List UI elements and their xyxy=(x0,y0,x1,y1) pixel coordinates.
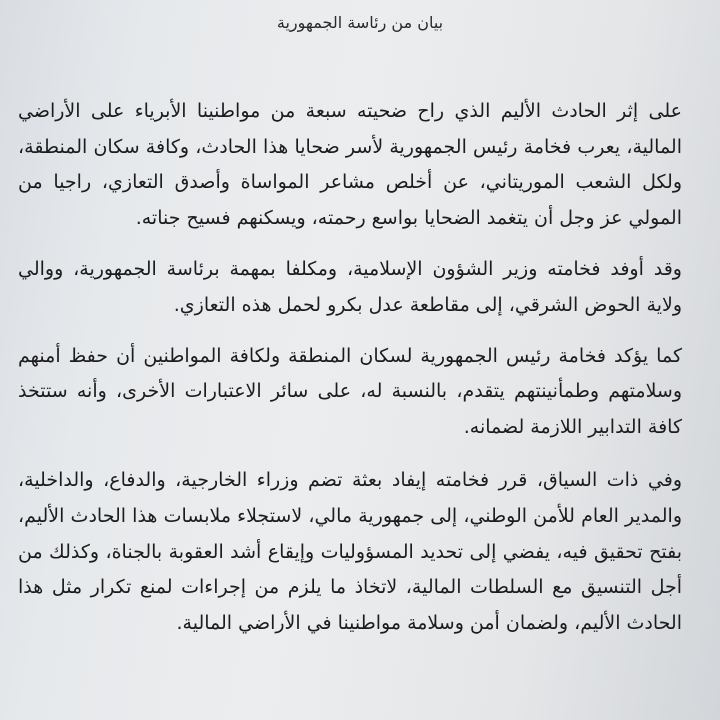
document-body xyxy=(18,94,682,657)
paragraph-security-assurance: كما يؤكد فخامة رئيس الجمهورية لسكان المنطقة ولكافة المواطنين أن حفظ أمنهم وسلامتهم وطمأنينتهم يتقدم، بالنسبة له، على سائر الاعتبارات الأخرى، وأنه ستتخذ كافة التدابير اللازمة لضمانه. xyxy=(18,344,682,438)
paragraph-condolences: على إثر الحادث الأليم الذي راح ضحيته سبعة من مواطنينا الأبرياء على الأراضي المالية، يعرب فخامة رئيس الجمهورية لأسر ضحايا هذا الحادث، وكافة سكان المنطقة، ولكل الشعب الموريتاني، عن أخلص مشاعر المواساة وأصدق التعازي، راجيا من المولي عز وجل أن يتغمد الضحايا بواسع رحمته، ويسكنهم فسيح جناته. xyxy=(18,100,682,229)
document-title: بيان من رئاسة الجمهورية xyxy=(276,13,444,32)
paragraph-mission-to-mali: وفي ذات السياق، قرر فخامته إيفاد بعثة تضم وزراء الخارجية، والدفاع، والداخلية، والمدير العام للأمن الوطني، إلى جمهورية مالي، لاستجلاء ملابسات هذا الحادث الأليم، بفتح تحقيق فيه، يفضي إلى تحديد المسؤوليات وإيقاع أشد العقوبة بالجناة، وكذلك من أجل التنسيق مع السلطات المالية، لاتخاذ ما يلزم من إجراءات لمنع تكرار مثل هذا الحادث الأليم، ولضمان أمن وسلامة مواطنينا في الأراضي المالية. xyxy=(18,469,682,634)
paragraph-delegation: وقد أوفد فخامته وزير الشؤون الإسلامية، ومكلفا بمهمة برئاسة الجمهورية، ووالي ولاية الحوض الشرقي، إلى مقاطعة عدل بكرو لحمل هذه التعازي. xyxy=(18,258,682,316)
